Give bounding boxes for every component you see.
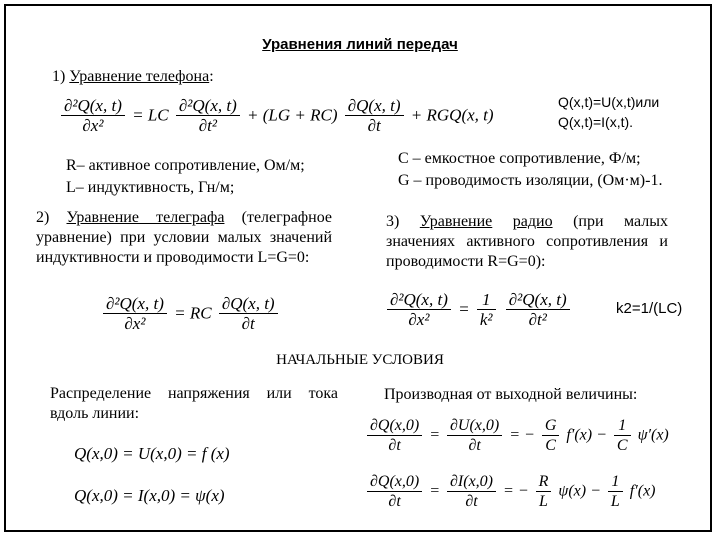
r2-eq2: = − [503, 482, 529, 500]
eq1-t1-den: ∂t² [198, 116, 217, 135]
eq1-mid: + (LG + RC) [247, 105, 338, 125]
r2-mid: ψ(x) − [558, 482, 601, 500]
eq3-lhs-fraction [387, 290, 451, 329]
section2-text [36, 208, 332, 268]
page-title: Уравнения линий передач [262, 36, 458, 53]
eq2-lhs-den: ∂x² [124, 314, 146, 333]
legend-right [398, 148, 662, 192]
section1-colon: : [209, 68, 214, 85]
section2-heading: Уравнение телеграфа [66, 209, 225, 226]
left-caption: Распределение напряжения или тока вдоль линии: [50, 385, 338, 422]
eq1-lhs-den: ∂x² [82, 116, 104, 135]
initial-conditions-heading: НАЧАЛЬНЫЕ УСЛОВИЯ [276, 352, 444, 368]
legend-left [66, 155, 305, 199]
eq1-t2-num: ∂Q(x, t) [345, 96, 404, 116]
eq1-eq-lc: = LC [132, 105, 169, 125]
r1-b-den: ∂t [468, 437, 481, 454]
eq1-t1-num: ∂²Q(x, t) [176, 96, 240, 116]
r2-a-num: ∂Q(x,0) [367, 472, 422, 492]
section1-heading-line [52, 68, 214, 86]
eq3-k-fraction [477, 290, 496, 329]
telephone-equation [58, 96, 494, 135]
legend-c: С – емкостное сопротивление, Ф/м; [398, 150, 641, 167]
legend-g: G – проводимость изоляции, (Ом·м)-1. [398, 172, 663, 189]
r1-c [542, 416, 560, 455]
eq3-k-num: 1 [477, 290, 496, 310]
section3-body: (при малых значениях активного сопротивления и проводимости R=G=0): [386, 213, 668, 270]
r1-a-num: ∂Q(x,0) [367, 416, 422, 436]
r2-d-den: L [610, 493, 620, 510]
eq3-lhs-den: ∂x² [408, 310, 430, 329]
r2-b-num: ∂I(x,0) [447, 472, 496, 492]
eq1-t2-fraction [345, 96, 404, 135]
section1-heading: Уравнение телефона [69, 68, 210, 85]
r2-b [447, 472, 496, 511]
r2-c [536, 472, 552, 511]
eq1-t1-fraction [176, 96, 240, 135]
legend-r: R– активное сопротивление, Ом/м; [66, 157, 305, 174]
eq2-eq-rc: = RC [174, 303, 212, 323]
r2-d [608, 472, 623, 511]
eq2-r-den: ∂t [241, 314, 255, 333]
eq3-k-den: k² [479, 310, 493, 329]
section2-number: 2) [36, 209, 50, 226]
eq2-r-num: ∂Q(x, t) [219, 294, 278, 314]
eq3-lhs-num: ∂²Q(x, t) [387, 290, 451, 310]
q-note-line1: Q(x,t)=U(x,t)или [558, 94, 660, 110]
r1-b [447, 416, 502, 455]
r1-d-num: 1 [614, 416, 631, 436]
radio-equation [384, 290, 573, 329]
eq1-tail: + RGQ(x, t) [410, 105, 494, 125]
r1-c-num: G [542, 416, 560, 436]
section3-number: 3) [386, 213, 400, 230]
telegraph-equation [100, 294, 281, 333]
eq1-t2-den: ∂t [367, 116, 381, 135]
section3-heading1: Уравнение [419, 213, 493, 230]
r1-a [367, 416, 422, 455]
q-note-line2: Q(x,t)=I(x,t). [558, 114, 634, 130]
q-definition-note [558, 92, 659, 132]
r1-a-den: ∂t [388, 437, 401, 454]
r1-b-num: ∂U(x,0) [447, 416, 502, 436]
eq3-r-den: ∂t² [528, 310, 547, 329]
r2-eq1: = [429, 482, 441, 500]
r2-c-den: L [539, 493, 548, 510]
eq2-lhs-fraction [103, 294, 167, 333]
r1-c-den: C [545, 437, 556, 454]
section3-text [386, 212, 668, 272]
eq1-lhs-num: ∂²Q(x, t) [61, 96, 125, 116]
eq2-lhs-num: ∂²Q(x, t) [103, 294, 167, 314]
r2-d-num: 1 [608, 472, 623, 492]
eq1-lhs-fraction [61, 96, 125, 135]
r1-d [614, 416, 631, 455]
r1-tail: ψ′(x) [637, 426, 669, 444]
r1-eq2: = − [509, 426, 535, 444]
k-note: k2=1/(LC) [616, 300, 683, 317]
r1-eq1: = [429, 426, 441, 444]
legend-l: L– индуктивность, Гн/м; [66, 179, 235, 196]
r2-a [367, 472, 422, 511]
section3-heading2: радио [512, 213, 553, 230]
section2-body: (телеграфное уравнение) при условии малых значений индуктивности и проводимости L=G=0: [36, 209, 333, 266]
eq3-eq: = [458, 299, 470, 319]
eq2-r-fraction [219, 294, 278, 333]
right-caption: Производная от выходной величины: [384, 386, 638, 403]
r2-tail: f′(x) [629, 482, 656, 500]
r2-a-den: ∂t [388, 493, 401, 510]
r2-c-num: R [536, 472, 552, 492]
right-equation-2 [364, 472, 656, 511]
eq3-r-num: ∂²Q(x, t) [506, 290, 570, 310]
section1-number: 1) [52, 68, 66, 85]
r2-b-den: ∂t [465, 493, 478, 510]
r1-mid: f′(x) − [566, 426, 607, 444]
left-equation-1: Q(x,0) = U(x,0) = f (x) [74, 444, 230, 463]
left-equation-2: Q(x,0) = I(x,0) = ψ(x) [74, 486, 225, 505]
eq3-r-fraction [506, 290, 570, 329]
r1-d-den: C [616, 437, 628, 454]
right-equation-1 [364, 416, 669, 455]
